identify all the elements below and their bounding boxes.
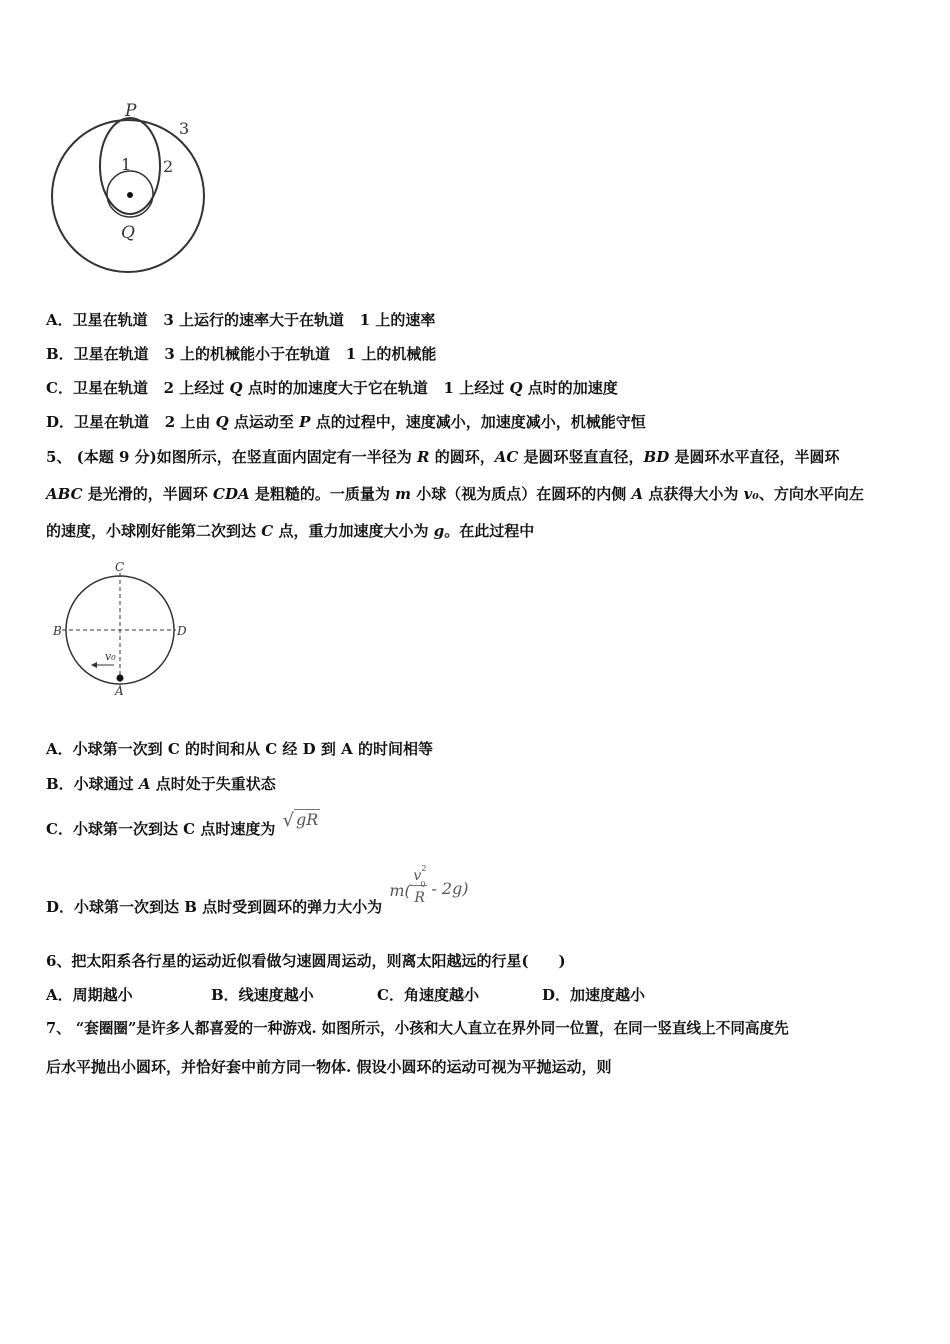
q4-option-c: C．卫星在轨道 2 上经过 Q 点时的加速度大于它在轨道 1 上经过 Q 点时的加速度: [46, 379, 618, 397]
q6-option-b: B．线速度越小: [211, 986, 314, 1004]
label-B: B: [53, 624, 62, 638]
q4-option-a: A．卫星在轨道 3 上运行的速率大于在轨道 1 上的速率: [46, 311, 436, 329]
q5-stem-line-2: ABC 是光滑的，半圆环 CDA 是粗糙的。一质量为 m 小球（视为质点）在圆环的内侧 A 点获得大小为 v₀、方向水平向左: [46, 485, 864, 503]
label-D: D: [177, 624, 187, 638]
q4-option-d: D．卫星在轨道 2 上由 Q 点运动至 P 点的过程中，速度减小，加速度减小，机械能守恒: [46, 413, 646, 431]
q5-stem-line-1: 5、 (本题 9 分)如图所示，在竖直面内固定有一半径为 R 的圆环，AC 是圆环竖直直径，BD 是圆环水平直径，半圆环: [46, 448, 840, 466]
earth-dot: [127, 192, 133, 198]
label-3: 3: [179, 119, 190, 138]
q5-option-d: D．小球第一次到达 B 点时受到圆环的弹力大小为 m( v 0 2 R - 2g): [46, 892, 487, 917]
q5-stem-line-3: 的速度，小球刚好能第二次到达 C 点，重力加速度大小为 g。在此过程中: [46, 522, 535, 540]
ball-dot: [117, 675, 124, 682]
ring-diagram: [48, 558, 198, 700]
label-A: A: [115, 684, 124, 698]
q6-option-d: D．加速度越小: [542, 986, 646, 1004]
q6-option-c: C．角速度越小: [377, 986, 479, 1004]
orbit-diagram: [46, 100, 216, 280]
q5-option-a: A．小球第一次到 C 的时间和从 C 经 D 到 A 的时间相等: [46, 740, 433, 758]
q7-stem-line-2: 后水平抛出小圆环，并恰好套中前方同一物体. 假设小圆环的运动可视为平抛运动，则: [46, 1058, 612, 1076]
q6-option-a: A．周期越小: [46, 986, 133, 1004]
q7-stem-line-1: 7、 “套圈圈”是许多人都喜爱的一种游戏. 如图所示，小孩和大人直立在界外同一位置，在同一竖直线上不同高度先: [46, 1020, 789, 1037]
label-1: 1: [121, 155, 132, 174]
sqrt-gR-formula: √ gR: [282, 810, 319, 831]
velocity-arrow-head: [91, 662, 97, 668]
label-v0: v₀: [105, 650, 116, 663]
q4-option-b: B．卫星在轨道 3 上的机械能小于在轨道 1 上的机械能: [46, 345, 437, 363]
label-P: P: [125, 101, 137, 121]
q5-option-c: C．小球第一次到达 C 点时速度为 √ gR: [46, 810, 319, 838]
label-Q: Q: [121, 223, 135, 243]
force-formula: m( v 0 2 R - 2g): [389, 864, 469, 906]
label-C: C: [115, 560, 125, 574]
q5-option-b: B．小球通过 A 点时处于失重状态: [46, 775, 276, 793]
q6-stem: 6、把太阳系各行星的运动近似看做匀速圆周运动，则离太阳越远的行星( ): [46, 952, 566, 970]
label-2: 2: [163, 157, 174, 176]
